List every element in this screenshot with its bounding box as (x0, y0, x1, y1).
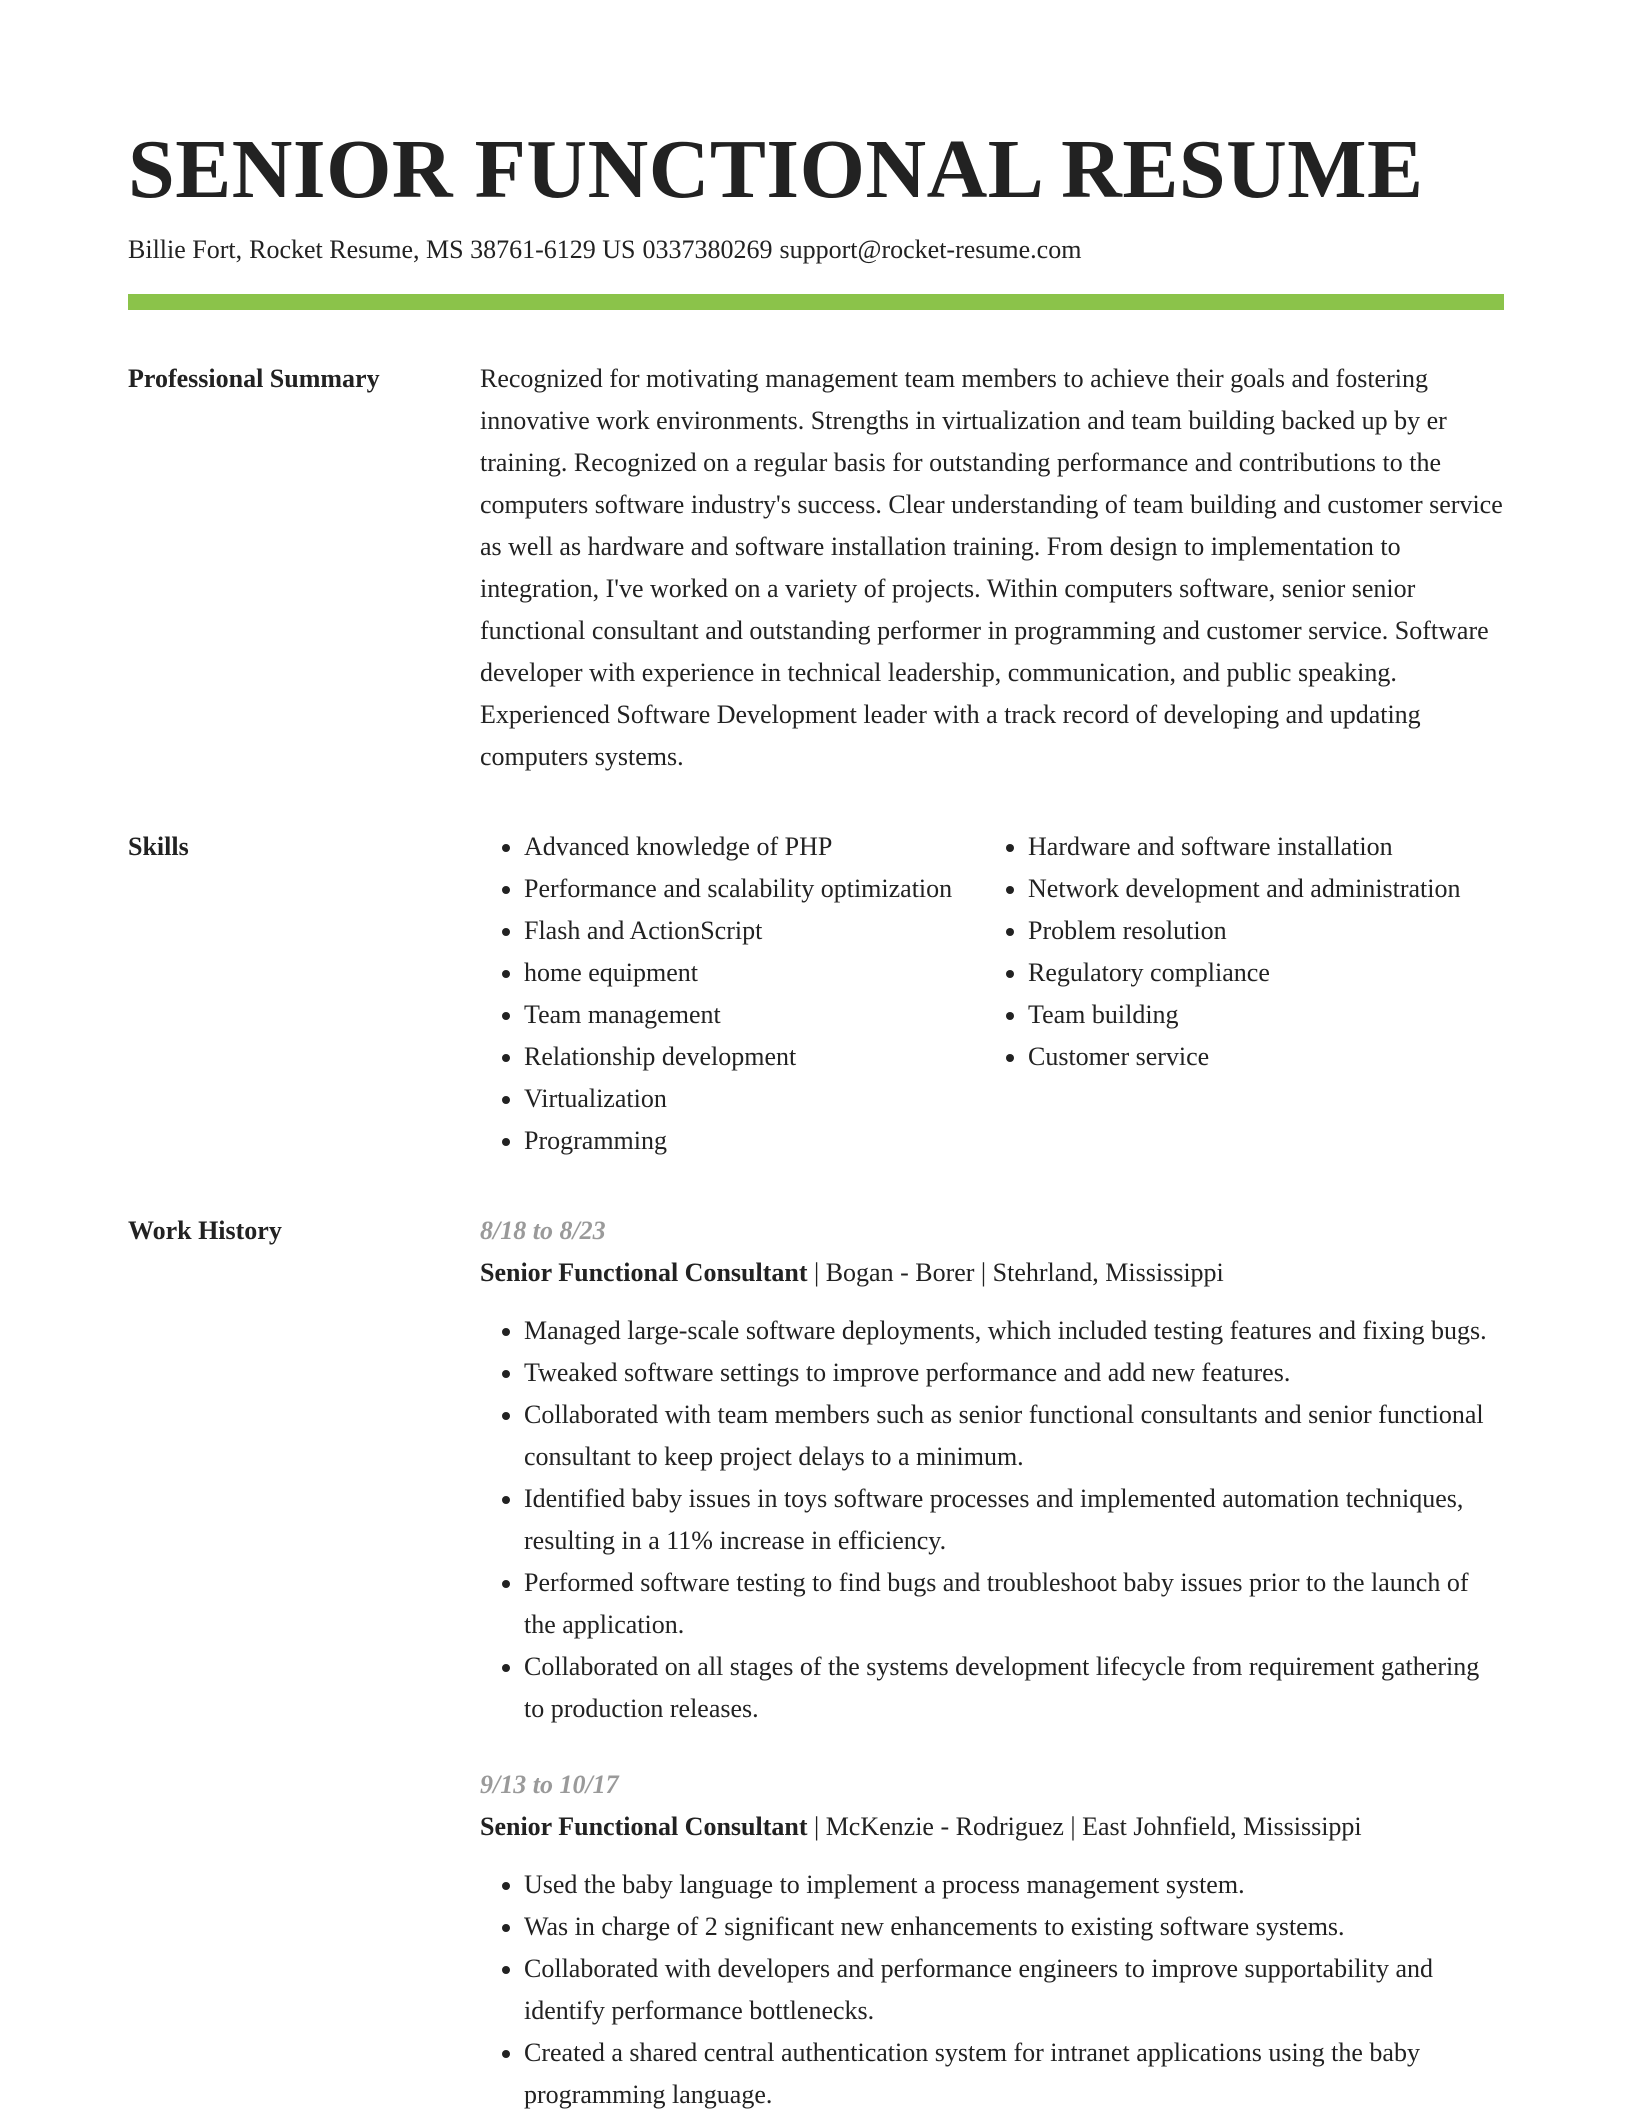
skill-item: • Team management (524, 994, 984, 1036)
job-heading (480, 1806, 1504, 1848)
job-bullet: • Performed software testing to find bugs and troubleshoot baby issues prior to the launch of the application. (524, 1562, 1504, 1646)
contact-address: Rocket Resume, MS 38761-6129 US (249, 235, 636, 264)
skill-item: • Advanced knowledge of PHP (524, 826, 984, 868)
job-dates: 8/18 to 8/23 (480, 1216, 606, 1245)
skill-item: • Programming (524, 1120, 984, 1162)
skill-item: • Team building (1028, 994, 1504, 1036)
skills-body (480, 826, 1504, 1162)
job-entry (480, 1764, 1504, 2116)
header-divider (128, 294, 1504, 310)
work-history-body (480, 1210, 1504, 2116)
skill-item: • Customer service (1028, 1036, 1504, 1078)
job-role: Senior Functional Consultant (480, 1258, 808, 1287)
resume-title: SENIOR FUNCTIONAL RESUME (128, 123, 1424, 216)
summary-label: Professional Summary (128, 364, 380, 393)
skill-item: • Hardware and software installation (1028, 826, 1504, 868)
job-heading (480, 1252, 1504, 1294)
job-bullet: • Collaborated with team members such as senior functional consultants and senior functional consultant to keep project delays to a minimum. (524, 1394, 1504, 1478)
job-entry (480, 1210, 1504, 1730)
skill-item: • Network development and administration (1028, 868, 1504, 910)
contact-line (128, 232, 1504, 268)
job-bullet: • Used the baby language to implement a process management system. (524, 1864, 1504, 1906)
job-bullet: • Tweaked software settings to improve performance and add new features. (524, 1352, 1504, 1394)
work-history-section (128, 1210, 1504, 2116)
skill-item: • Regulatory compliance (1028, 952, 1504, 994)
skills-list-left (480, 826, 984, 1162)
contact-email: support@rocket-resume.com (779, 235, 1082, 264)
skills-list-right (984, 826, 1504, 1162)
skill-item: • Flash and ActionScript (524, 910, 984, 952)
skill-item: • home equipment (524, 952, 984, 994)
job-bullet: • Identified baby issues in toys software processes and implemented automation techniques, resulting in a 11% increase in efficiency. (524, 1478, 1504, 1562)
job-bullet: • Collaborated on all stages of the systems development lifecycle from requirement gathering to production releases. (524, 1646, 1504, 1730)
skill-item: • Performance and scalability optimization (524, 868, 984, 910)
skill-item: • Relationship development (524, 1036, 984, 1078)
job-bullets (480, 1310, 1504, 1730)
summary-body (480, 358, 1504, 778)
summary-section (128, 358, 1504, 778)
job-dates: 9/13 to 10/17 (480, 1770, 619, 1799)
skill-item: • Virtualization (524, 1078, 984, 1120)
contact-phone: 0337380269 (642, 235, 773, 264)
contact-name: Billie Fort, (128, 235, 243, 264)
job-details: | McKenzie - Rodriguez | East Johnfield, Mississippi (807, 1812, 1362, 1841)
job-details: | Bogan - Borer | Stehrland, Mississippi (807, 1258, 1224, 1287)
skills-section (128, 826, 1504, 1162)
job-bullet: • Was in charge of 2 significant new enhancements to existing software systems. (524, 1906, 1504, 1948)
resume-page (128, 118, 1504, 2116)
job-bullet: • Collaborated with developers and performance engineers to improve supportability and identify performance bottlenecks. (524, 1948, 1504, 2032)
job-bullet: • Created a shared central authentication system for intranet applications using the baby programming language. (524, 2032, 1504, 2116)
job-bullets (480, 1864, 1504, 2116)
job-role: Senior Functional Consultant (480, 1812, 808, 1841)
work-history-label: Work History (128, 1216, 282, 1245)
skill-item: • Problem resolution (1028, 910, 1504, 952)
summary-text: Recognized for motivating management team members to achieve their goals and fostering innovative work environments. Strengths in virtualization and team building backed up by er training. Recognized on a regular basis for outstanding performance and contributions to the computers software industry's success. Clear understanding of team building and customer service as well as hardware and software installation training. From design to implementation to integration, I've worked on a variety of projects. Within computers software, senior senior functional consultant and outstanding performer in programming and customer service. Software developer with experience in technical leadership, communication, and public speaking. Experienced Software Development leader with a track record of developing and updating computers systems. (480, 364, 1503, 771)
job-bullet: • Managed large-scale software deployments, which included testing features and fixing bugs. (524, 1310, 1504, 1352)
skills-label: Skills (128, 832, 189, 861)
